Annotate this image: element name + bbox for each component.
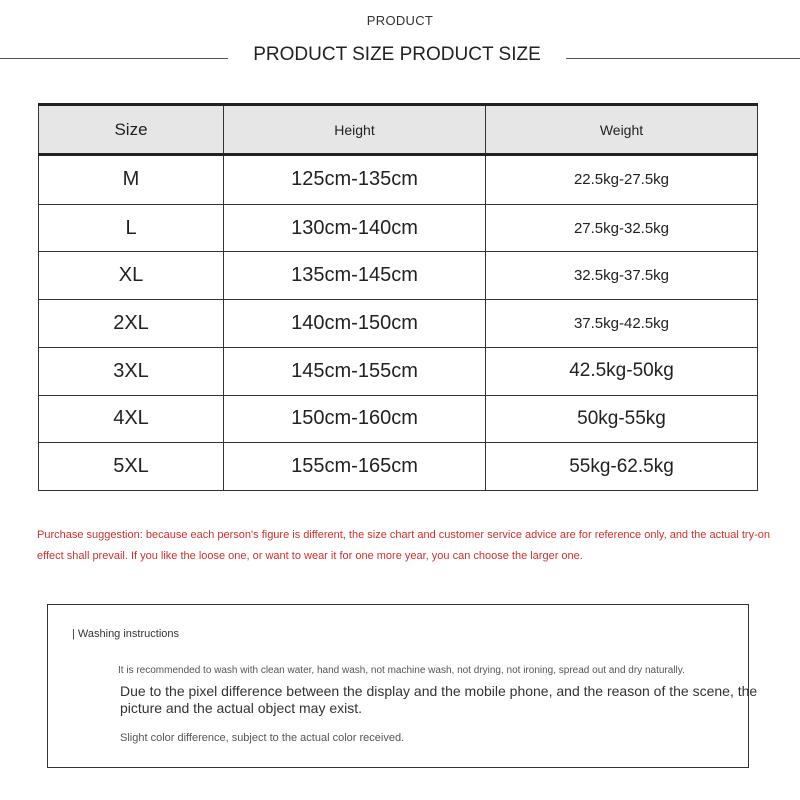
size-cell: 5XL	[39, 443, 224, 491]
table-row	[39, 252, 758, 300]
color-difference-note: Slight color difference, subject to the actual color received.	[120, 732, 405, 744]
washing-instructions-box	[47, 604, 758, 768]
size-cell: 3XL	[39, 347, 224, 395]
weight-cell: 22.5kg-27.5kg	[486, 155, 758, 205]
purchase-suggestion: Purchase suggestion: because each person's figure is different, the size chart and customer service advice are for reference only, and the actual try-on effect shall prevail. If you like the loose one, or want to wear it for one more year, you can choose the larger one.	[37, 529, 770, 562]
size-table	[38, 103, 758, 491]
table-row	[39, 443, 758, 491]
height-cell: 145cm-155cm	[224, 347, 486, 395]
size-cell: L	[39, 204, 224, 252]
weight-cell: 50kg-55kg	[486, 395, 758, 443]
size-cell: 2XL	[39, 300, 224, 348]
column-header-size: Size	[39, 105, 224, 155]
weight-cell: 32.5kg-37.5kg	[486, 252, 758, 300]
table-row	[39, 204, 758, 252]
washing-instructions-text: It is recommended to wash with clean water, hand wash, not machine wash, not drying, not ironing, spread out and dry naturally.	[118, 665, 685, 676]
column-header-height: Height	[224, 105, 486, 155]
height-cell: 135cm-145cm	[224, 252, 486, 300]
heading-divider-right	[566, 58, 800, 59]
heading-divider-left	[0, 58, 228, 59]
column-header-weight: Weight	[486, 105, 758, 155]
small-title: PRODUCT	[366, 13, 434, 28]
weight-cell: 27.5kg-32.5kg	[486, 204, 758, 252]
page-heading: PRODUCT SIZE PRODUCT SIZE	[253, 44, 541, 65]
height-cell: 150cm-160cm	[224, 395, 486, 443]
table-row	[39, 395, 758, 443]
height-cell: 140cm-150cm	[224, 300, 486, 348]
size-cell: XL	[39, 252, 224, 300]
weight-cell: 37.5kg-42.5kg	[486, 300, 758, 348]
table-row	[39, 347, 758, 395]
display-difference-note: Due to the pixel difference between the display and the mobile phone, and the reason of the scene, the picture and the actual object may exist.	[120, 683, 758, 716]
size-cell: 4XL	[39, 395, 224, 443]
table-row	[39, 300, 758, 348]
height-cell: 130cm-140cm	[224, 204, 486, 252]
height-cell: 155cm-165cm	[224, 443, 486, 491]
table-row	[39, 155, 758, 205]
table-header-row	[39, 105, 758, 155]
weight-cell: 55kg-62.5kg	[486, 443, 758, 491]
heading-row	[0, 42, 800, 66]
weight-cell: 42.5kg-50kg	[486, 347, 758, 395]
washing-instructions-title: | Washing instructions	[72, 628, 179, 640]
height-cell: 125cm-135cm	[224, 155, 486, 205]
size-cell: M	[39, 155, 224, 205]
